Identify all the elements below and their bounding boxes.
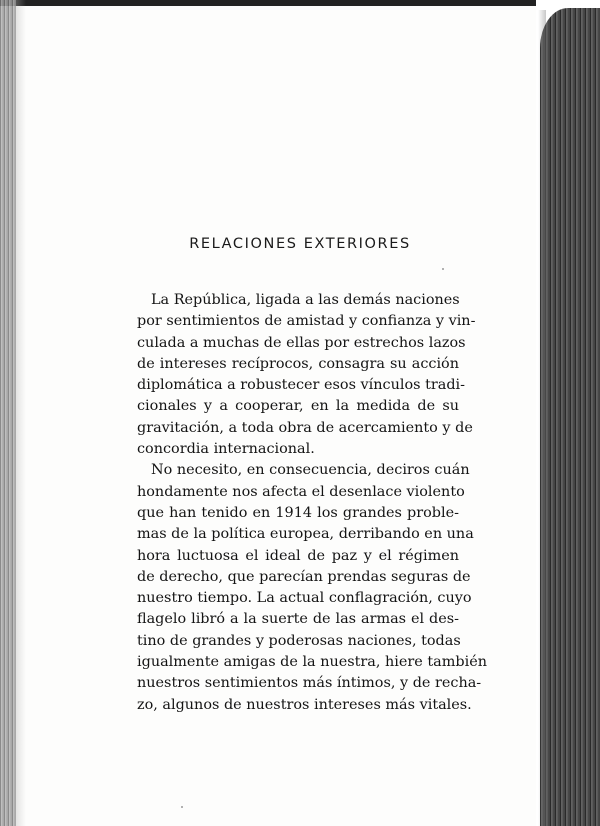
text-line: zo, algunos de nuestros intereses más vitales.	[137, 696, 472, 713]
scan-left-binding-edge	[0, 0, 16, 826]
text-line: culada a muchas de ellas por estrechos lazos	[137, 334, 466, 351]
text-line: La República, ligada a las demás naciones	[151, 292, 460, 308]
body-text	[137, 290, 487, 716]
text-line: de derecho, que parecían prendas seguras de	[137, 568, 471, 585]
paper-speck	[442, 268, 444, 270]
text-line: hora luctuosa el ideal de paz y el régimen	[137, 547, 459, 564]
text-line: No necesito, en consecuencia, deciros cuán	[151, 462, 470, 479]
scan-top-edge	[0, 0, 600, 6]
text-line: flagelo libró a la suerte de las armas el des-	[137, 611, 459, 628]
scan-right-book-block	[540, 8, 600, 826]
text-line: concordia internacional.	[137, 441, 315, 458]
text-line: nuestros sentimientos más íntimos, y de recha-	[137, 675, 482, 692]
scan-left-shadow	[16, 0, 26, 826]
text-line: diplomática a robustecer esos vínculos tradi-	[137, 377, 466, 394]
paper-speck	[181, 806, 183, 808]
text-line: gravitación, a toda obra de acercamiento y de	[137, 419, 473, 436]
text-line: que han tenido en 1914 los grandes proble-	[137, 504, 459, 521]
text-line: de intereses recíprocos, consagra su acción	[137, 355, 459, 372]
text-line: igualmente amigas de la nuestra, hiere también	[137, 654, 487, 671]
text-line: nuestro tiempo. La actual conflagración, cuyo	[137, 590, 472, 607]
text-line: cionales y a cooperar, en la medida de su	[137, 398, 459, 415]
text-line: mas de la política europea, derribando en una	[137, 526, 474, 543]
section-heading: RELACIONES EXTERIORES	[189, 236, 411, 252]
scan-right-shadow	[538, 10, 546, 826]
text-line: tino de grandes y poderosas naciones, todas	[137, 632, 461, 649]
text-line: por sentimientos de amistad y confianza y vin-	[137, 313, 476, 330]
text-line: hondamente nos afecta el desenlace violento	[137, 483, 465, 500]
